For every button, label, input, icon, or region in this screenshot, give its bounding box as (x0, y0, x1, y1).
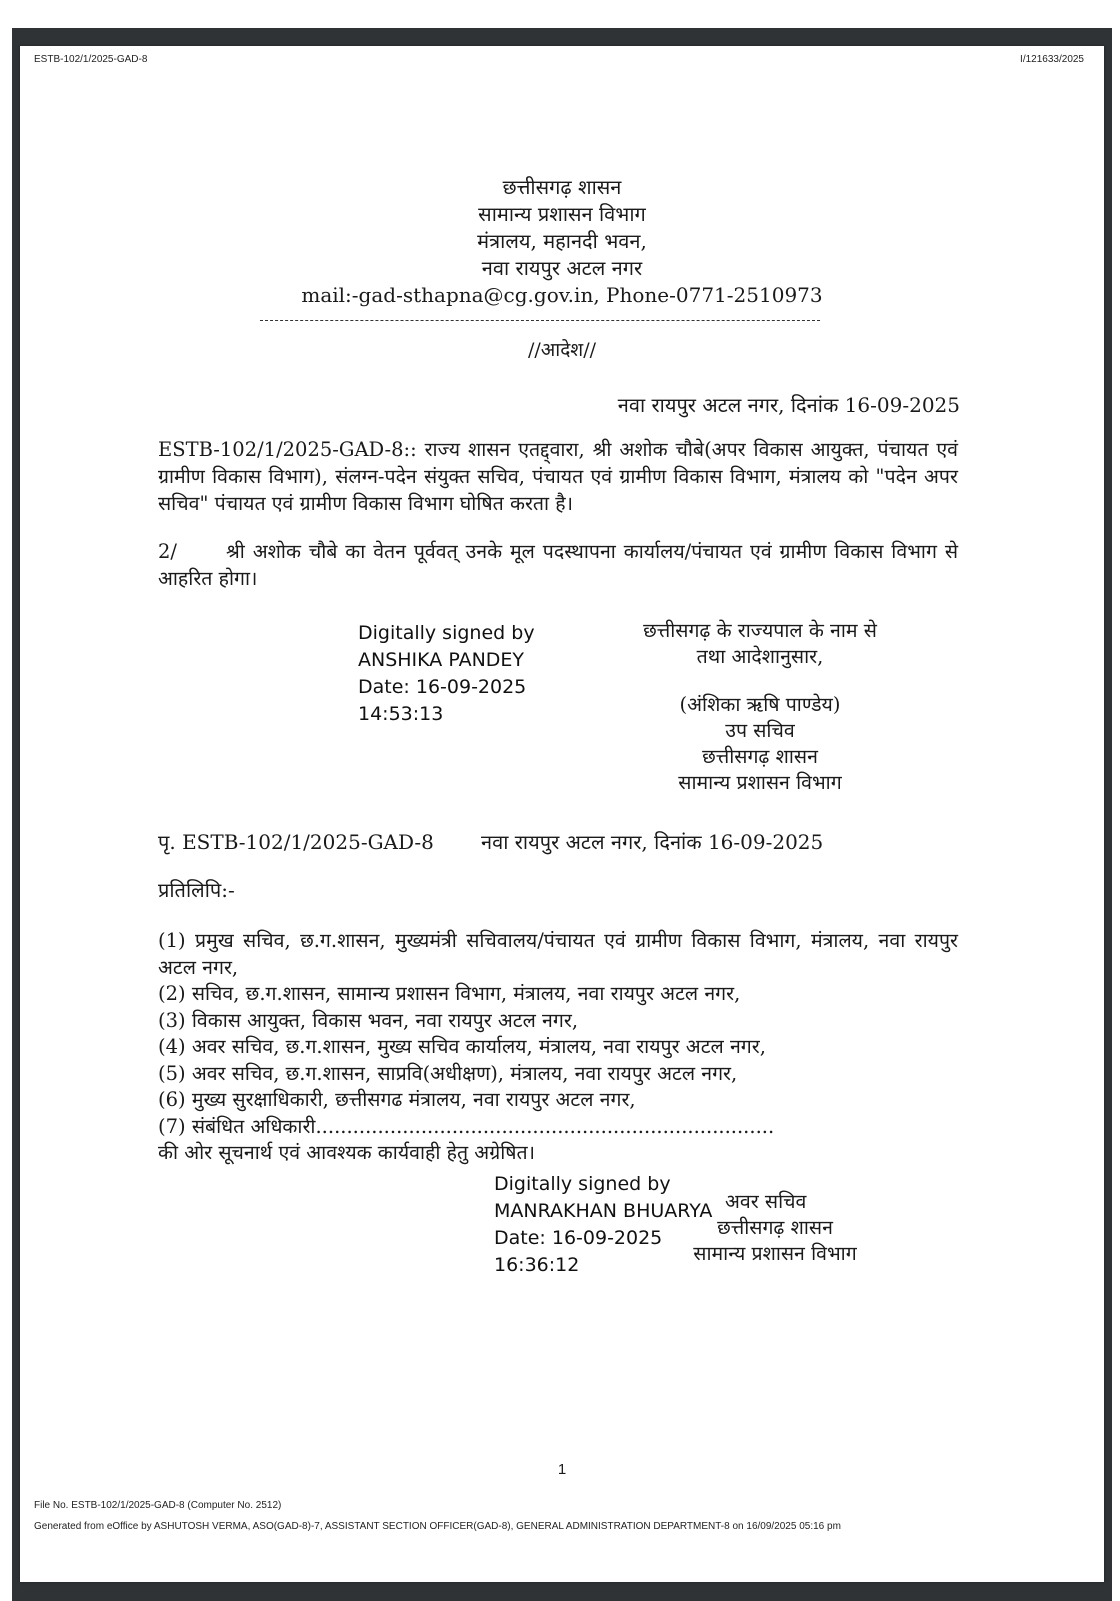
authority-line-1: छत्तीसगढ़ के राज्यपाल के नाम से (643, 619, 877, 642)
signer-name: MANRAKHAN BHUARYA (494, 1200, 713, 1222)
endorsement-date: नवा रायपुर अटल नगर, दिनांक 16-09-2025 (481, 830, 824, 854)
letterhead (20, 174, 1104, 309)
footer-file-no: File No. ESTB-102/1/2025-GAD-8 (Computer No. 2512) (34, 1500, 282, 1511)
order-paragraph-1: ESTB-102/1/2025-GAD-8:: राज्य शासन एतद्द्वारा, श्री अशोक चौबे(अपर विकास आयुक्त, पंचायत एवं ग्रामीण विकास विभाग), संलग्न-पदेन संयुक्त सचिव, पंचायत एवं ग्रामीण विकास विभाग, मंत्रालय को "पदेन अपर सचिव" पंचायत एवं ग्रामीण विकास विभाग घोषित करता है। (158, 438, 958, 515)
copy-list (158, 928, 958, 1167)
digital-signature-1 (358, 620, 535, 728)
copy-item: (2) सचिव, छ.ग.शासन, सामान्य प्रशासन विभाग, मंत्रालय, नवा रायपुर अटल नगर, (158, 982, 741, 1005)
signatory-name: (अंशिका ऋषि पाण्डेय) (679, 693, 841, 716)
signatory-dept: सामान्य प्रशासन विभाग (693, 1242, 857, 1265)
copy-item: (1) प्रमुख सचिव, छ.ग.शासन, मुख्यमंत्री सचिवालय/पंचायत एवं ग्रामीण विकास विभाग, मंत्रालय, नवा रायपुर अटल नगर, (158, 929, 958, 979)
signatory-designation: अवर सचिव (725, 1190, 807, 1213)
signature-time: 14:53:13 (358, 703, 444, 725)
endorsement-ref: पृ. ESTB-102/1/2025-GAD-8 (158, 830, 434, 854)
forward-line: की ओर सूचनार्थ एवं आवश्यक कार्यवाही हेतु अग्रेषित। (158, 1141, 536, 1164)
order-paragraph-2 (158, 538, 958, 592)
digital-signature-label: Digitally signed by (494, 1173, 671, 1195)
letterhead-govt: छत्तीसगढ़ शासन (502, 175, 622, 199)
signatory-govt: छत्तीसगढ़ शासन (702, 745, 818, 768)
dashed-divider (260, 320, 820, 321)
signatory-block-1 (610, 618, 910, 796)
signatory-dept: सामान्य प्रशासन विभाग (678, 771, 842, 794)
paragraph-2-text: श्री अशोक चौबे का वेतन पूर्ववत् उनके मूल पदस्थापना कार्यालय/पंचायत एवं ग्रामीण विकास विभाग से आहरित होगा। (158, 540, 958, 590)
paragraph-number: 2/ (158, 540, 177, 563)
endorsement-line (158, 828, 824, 855)
copy-heading: प्रतिलिपि:- (158, 878, 235, 902)
signatory-govt: छत्तीसगढ़ शासन (717, 1216, 833, 1239)
digital-signature-label: Digitally signed by (358, 622, 535, 644)
signer-name: ANSHIKA PANDEY (358, 649, 525, 671)
signatory-designation: उप सचिव (725, 719, 795, 742)
letterhead-city: नवा रायपुर अटल नगर (481, 256, 643, 280)
document-page (20, 46, 1104, 1582)
page-number: 1 (557, 1461, 567, 1478)
footer-generated: Generated from eOffice by ASHUTOSH VERMA, ASO(GAD-8)-7, ASSISTANT SECTION OFFICER(GAD-8), GENERAL ADMINISTRATION DEPARTMENT-8 on 16/09/2025 05:16 pm (34, 1521, 841, 1532)
signature-time: 16:36:12 (494, 1254, 580, 1276)
file-reference: ESTB-102/1/2025-GAD-8 (34, 54, 148, 65)
signatory-block-2 (675, 1189, 875, 1267)
copy-item: (4) अवर सचिव, छ.ग.शासन, मुख्य सचिव कार्यालय, मंत्रालय, नवा रायपुर अटल नगर, (158, 1035, 766, 1058)
copy-item: (5) अवर सचिव, छ.ग.शासन, साप्रवि(अधीक्षण), मंत्रालय, नवा रायपुर अटल नगर, (158, 1061, 738, 1085)
copy-item: (6) मुख्य सुरक्षाधिकारी, छत्तीसगढ मंत्रालय, नवा रायपुर अटल नगर, (158, 1088, 636, 1111)
letterhead-dept: सामान्य प्रशासन विभाग (478, 202, 646, 226)
letterhead-contact: mail:-gad-sthapna@cg.gov.in, Phone-0771-2510973 (301, 283, 823, 307)
signature-date: Date: 16-09-2025 (358, 676, 527, 698)
signature-date: Date: 16-09-2025 (494, 1227, 663, 1249)
copy-item: (3) विकास आयुक्त, विकास भवन, नवा रायपुर अटल नगर, (158, 1008, 579, 1032)
receipt-number: I/121633/2025 (1020, 54, 1084, 65)
authority-line-2: तथा आदेशानुसार, (696, 645, 824, 668)
order-heading: //आदेश// (527, 339, 597, 361)
order-date: नवा रायपुर अटल नगर, दिनांक 16-09-2025 (617, 393, 960, 417)
copy-item: (7) संबंधित अधिकारी.......................................................................... (158, 1114, 775, 1138)
letterhead-building: मंत्रालय, महानदी भवन, (477, 229, 647, 253)
